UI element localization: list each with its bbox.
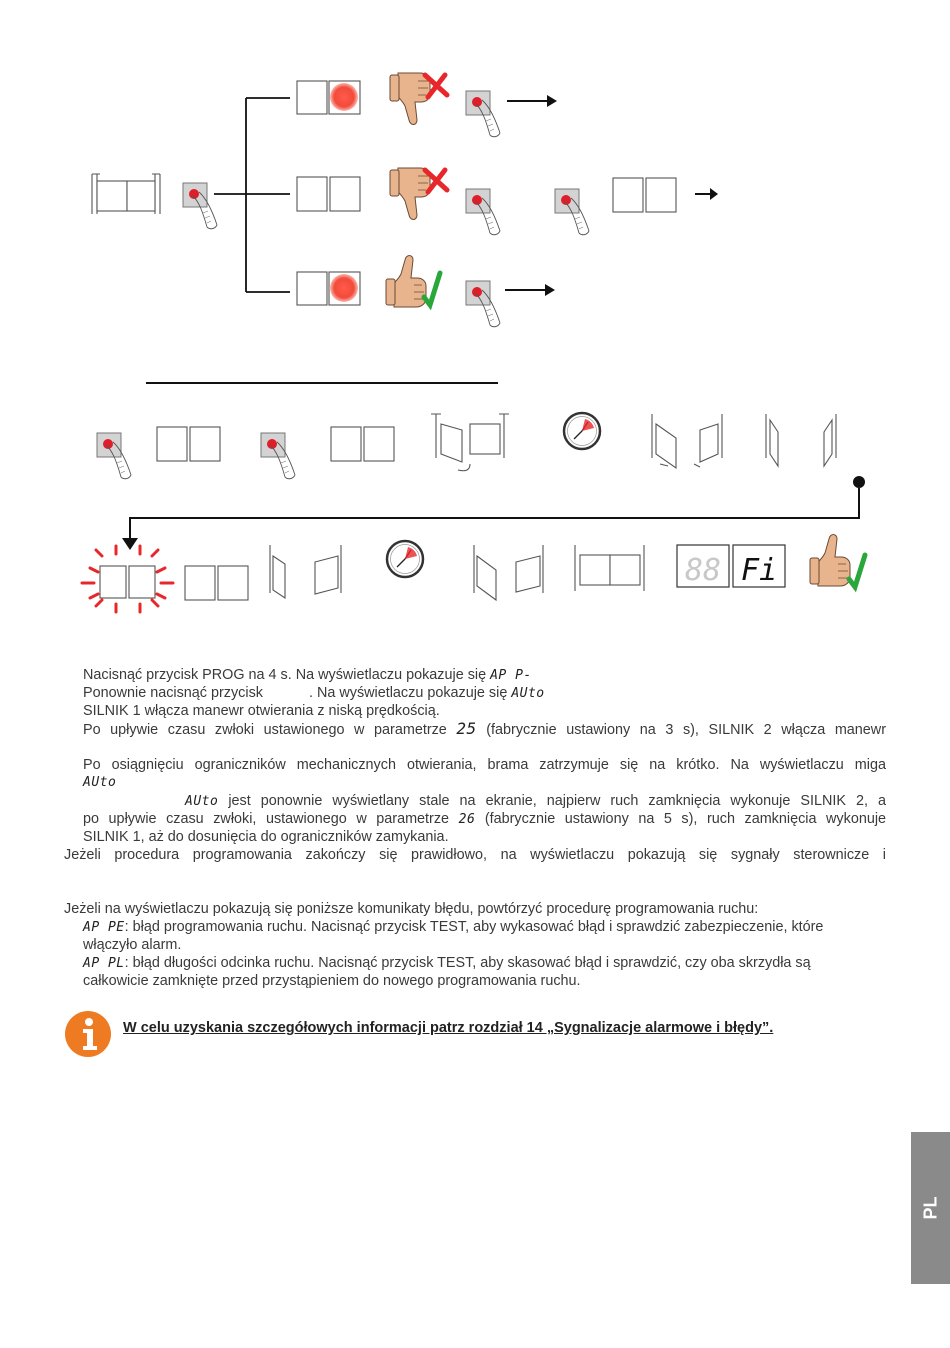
thumb-up-icon [810, 535, 850, 587]
gate-open-1 [766, 414, 778, 466]
error-1-text: : błąd programowania ruchu. Nacisnąć przycisk TEST, aby wykasować błąd i sprawdzić zabezpieczenie, które [124, 919, 824, 935]
clock-icon [564, 413, 600, 449]
gate-open-2 [824, 414, 836, 466]
button-icon [466, 189, 500, 235]
gate-opening-1 [431, 414, 509, 471]
flashing-lamp-icon [82, 546, 173, 612]
error-code: AP PE [83, 920, 125, 935]
display-code: AUto [185, 794, 219, 809]
clock-icon [387, 541, 423, 577]
info-reference-link[interactable]: W celu uzyskania szczegółowych informacji patrz rozdział 14 „Sygnalizacje alarmowe i błędy”. [123, 1020, 774, 1036]
step-6 [185, 792, 886, 811]
error-2 [83, 954, 811, 973]
display-right: Fi [740, 553, 778, 588]
step-1 [83, 666, 532, 685]
lamp-pair [185, 566, 248, 600]
step-6c: SILNIK 1, aż do dosunięcia do ograniczników zamykania. [83, 829, 449, 845]
button-icon [261, 433, 295, 479]
initial-gate [92, 174, 160, 214]
lamp-pair [157, 427, 220, 461]
step-6b-text-b: (fabrycznie ustawiony na 5 s), ruch zamknięcia wykonuje [484, 811, 887, 827]
gate-closing-1 [270, 545, 341, 598]
arrow-icon [505, 284, 555, 296]
display-code: AUto [511, 686, 545, 701]
language-tab [911, 1132, 950, 1284]
arrow-icon [710, 188, 718, 200]
error-2-text: : błąd długości odcinka ruchu. Nacisnąć przycisk TEST, aby skasować błąd i sprawdzić, czy oba skrzydła są [124, 955, 811, 971]
param-code: 26 [458, 812, 476, 827]
step-2 [83, 684, 545, 703]
button-icon [466, 281, 500, 327]
step-6b [83, 810, 886, 829]
thumb-up-icon [386, 256, 426, 308]
thumb-down-icon [390, 73, 430, 125]
error-2b: całkowicie zamknięte przed przystąpieniem do nowego programowania ruchu. [83, 973, 581, 989]
display-code: AUto [83, 775, 117, 790]
check-icon [849, 555, 865, 587]
step-3: SILNIK 1 włącza manewr otwierania z niską prędkością. [83, 703, 440, 719]
display-box [677, 545, 785, 588]
gate-closing-2 [474, 545, 543, 600]
step-4-text: Po upływie czasu zwłoki ustawionego w parametrze [83, 722, 447, 738]
lamp-pair [331, 427, 394, 461]
error-1 [83, 918, 823, 937]
step-5: Po osiągnięciu ograniczników mechanicznych otwierania, brama zatrzymuje się na krótko. Na wyświetlaczu miga [83, 757, 886, 773]
step-1-text: Nacisnąć przycisk PROG na 4 s. Na wyświetlaczu pokazuje się [83, 667, 487, 683]
lamp-pair [297, 177, 360, 211]
language-tab-label: PL [920, 1196, 940, 1220]
step-4 [83, 720, 886, 739]
button-icon [555, 189, 589, 235]
flow-line [130, 488, 859, 540]
step-4-text-b: (fabrycznie ustawiony na 3 s), SILNIK 2 włącza manewr [486, 722, 886, 738]
lamp-pair [613, 178, 676, 212]
error-code: AP PL [83, 956, 125, 971]
flow-dot [853, 476, 865, 488]
display-code: AP P- [490, 668, 532, 683]
button-icon [97, 433, 131, 479]
step-2-text: Ponownie nacisnąć przycisk [83, 685, 263, 701]
programming-diagram [0, 0, 950, 640]
branch-lines [214, 98, 290, 292]
param-code: 25 [456, 719, 477, 738]
thumb-down-icon [390, 168, 430, 220]
lamp-off [297, 81, 327, 114]
display-left: 88 [684, 553, 722, 588]
button-icon [466, 91, 500, 137]
gate-closed [575, 545, 644, 591]
success-note: Jeżeli procedura programowania zakończy się prawidłowo, na wyświetlaczu pokazują się sygnały sterownicze i [64, 847, 886, 863]
gate-opening-2 [652, 414, 722, 468]
prog-button-icon [183, 183, 217, 229]
error-1b: włączyło alarm. [83, 937, 182, 953]
info-icon [64, 1010, 112, 1058]
step-2-text-b: . Na wyświetlaczu pokazuje się [308, 685, 508, 701]
step-6b-text: po upływie czasu zwłoki, ustawionego w parametrze [83, 811, 450, 827]
error-intro: Jeżeli na wyświetlaczu pokazują się poniższe komunikaty błędu, powtórzyć procedurę programowania ruchu: [64, 901, 759, 917]
step-6-text: jest ponownie wyświetlany stale na ekranie, najpierw ruch zamknięcia wykonuje SILNIK 2, a [228, 793, 886, 809]
arrow-icon [507, 95, 557, 107]
